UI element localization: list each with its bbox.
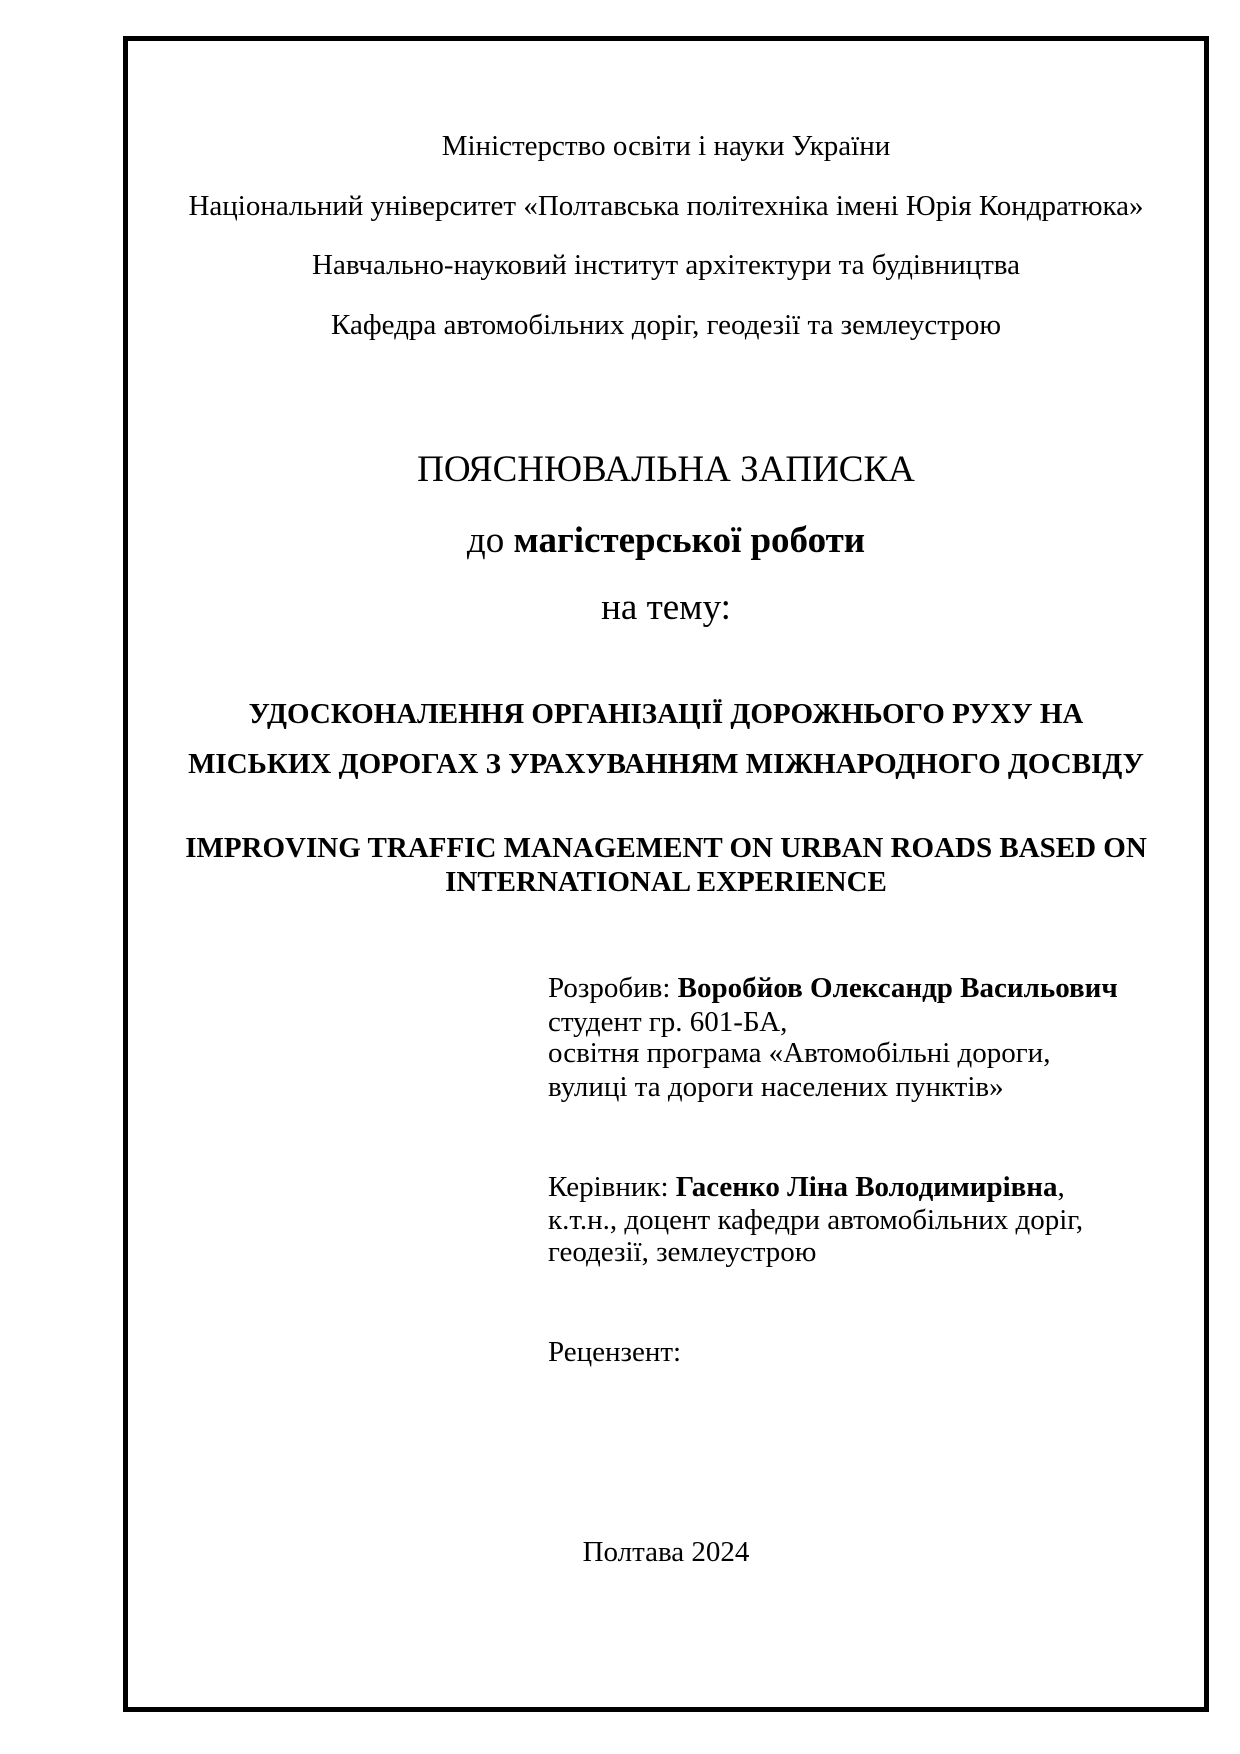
ministry-line: Міністерство освіти і науки України [441, 130, 891, 162]
author-group: студент гр. 601-БА, [548, 1006, 788, 1038]
topic-label: на тему: [601, 587, 731, 628]
institute-line: Навчально-науковий інститут архітектури та будівництва [312, 249, 1020, 281]
topic-ua-line-2: МІСЬКИХ ДОРОГАХ З УРАХУВАННЯМ МІЖНАРОДНОГО ДОСВІДУ [188, 748, 1144, 780]
author-program-line-2: вулиці та дороги населених пунктів» [548, 1071, 1004, 1103]
author-name: Воробйов Олександр Васильович [677, 972, 1118, 1004]
department-line: Кафедра автомобільних доріг, геодезії та землеустрою [330, 309, 1002, 341]
topic-ua-line-1: УДОСКОНАЛЕННЯ ОРГАНІЗАЦІЇ ДОРОЖНЬОГО РУХУ НА [248, 698, 1084, 730]
topic-en-line-1: IMPROVING TRAFFIC MANAGEMENT ON URBAN ROADS BASED ON [185, 832, 1147, 864]
supervisor-line [548, 1173, 1065, 1202]
university-line: Національний університет «Полтавська політехніка імені Юрія Кондратюка» [188, 190, 1144, 222]
supervisor-name-suffix: , [1057, 1171, 1065, 1203]
work-type-line [123, 522, 1209, 559]
document-type-title: ПОЯСНЮВАЛЬНА ЗАПИСКА [417, 449, 915, 490]
supervisor-name: Гасенко Ліна Володимирівна [675, 1171, 1058, 1203]
supervisor-position-line-2: геодезії, землеустрою [548, 1236, 817, 1268]
topic-en-line-2: INTERNATIONAL EXPERIENCE [445, 866, 887, 898]
work-type-label: магістерської роботи [513, 520, 866, 561]
author-line [548, 974, 1118, 1003]
author-program-line-1: освітня програма «Автомобільні дороги, [548, 1037, 1051, 1069]
work-type-prefix: до [466, 520, 505, 561]
author-label: Розробив: [548, 972, 671, 1004]
supervisor-position-line-1: к.т.н., доцент кафедри автомобільних доріг, [548, 1204, 1084, 1236]
city-year: Полтава 2024 [582, 1536, 750, 1568]
reviewer-label: Рецензент: [548, 1336, 682, 1368]
supervisor-label: Керівник: [548, 1171, 669, 1203]
